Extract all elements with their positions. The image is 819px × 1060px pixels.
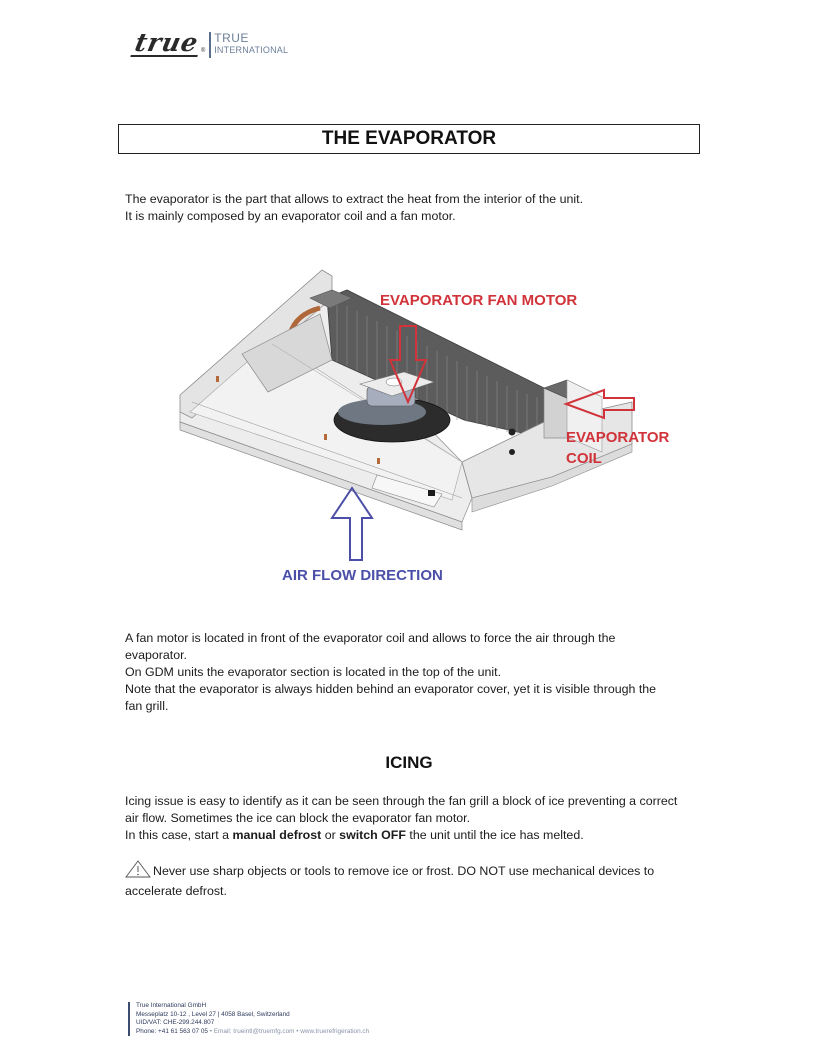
icing-line: air flow. Sometimes the ice can block the evaporator fan motor. (125, 811, 471, 825)
footer-email-web: • Email: trueintl@truemfg.com • www.truerefrigeration.ch (207, 1027, 370, 1035)
switch-off-emphasis: switch OFF (339, 828, 406, 842)
logo-wordmark: true (132, 28, 202, 57)
section-heading-icing: ICING (385, 753, 433, 772)
label-evaporator-fan-motor: EVAPORATOR FAN MOTOR (380, 292, 578, 309)
logo-text (214, 32, 288, 56)
description-line: On GDM units the evaporator section is located in the top of the unit. (125, 665, 502, 679)
intro-line: It is mainly composed by an evaporator coil and a fan motor. (125, 209, 456, 223)
company-logo (132, 28, 289, 62)
icing-action-suffix: the unit until the ice has melted. (405, 828, 584, 842)
footer (128, 1002, 369, 1036)
page-title-box (118, 124, 700, 154)
description-line: A fan motor is located in front of the evaporator coil and allows to force the air through the (125, 631, 616, 645)
logo-registered-mark: ® (200, 48, 206, 54)
warning-line1: Never use sharp objects or tools to remove ice or frost. DO NOT use mechanical devices to (153, 864, 655, 878)
description-line: fan grill. (125, 699, 169, 713)
footer-address-block (136, 1002, 369, 1036)
warning-line2: accelerate defrost. (125, 884, 227, 898)
intro-paragraph (125, 191, 685, 225)
footer-divider (128, 1002, 130, 1036)
icing-action-line (125, 827, 715, 844)
icing-line: Icing issue is easy to identify as it can be seen through the fan grill a block of ice preventing a correct (125, 794, 678, 808)
intro-line: The evaporator is the part that allows to extract the heat from the interior of the unit. (125, 192, 584, 206)
label-evaporator-coil (566, 427, 669, 469)
icing-action-prefix: In this case, start a (125, 828, 233, 842)
logo-line-international: INTERNATIONAL (214, 45, 289, 55)
logo-line-true: TRUE (214, 31, 249, 45)
description-paragraph (125, 630, 705, 715)
logo-divider (209, 32, 211, 58)
label-coil-line2: COIL (566, 450, 602, 467)
footer-contact (136, 1028, 369, 1037)
warning-note (125, 860, 695, 900)
warning-triangle-icon (125, 860, 151, 883)
label-coil-line1: EVAPORATOR (566, 429, 670, 446)
label-air-flow-direction: AIR FLOW DIRECTION (282, 567, 443, 584)
footer-address: Messeplatz 10-12 , Level 27 | 4058 Basel, Switzerland (136, 1010, 290, 1018)
description-line: evaporator. (125, 648, 187, 662)
footer-phone: Phone: +41 61 563 07 05 (136, 1027, 208, 1035)
footer-vat: UID/VAT: CHE-299.244.807 (136, 1019, 215, 1027)
description-line: Note that the evaporator is always hidden behind an evaporator cover, yet it is visible through the (125, 682, 657, 696)
icing-paragraph (125, 793, 715, 844)
footer-company: True International GmbH (136, 1002, 207, 1009)
icing-action-middle: or (321, 828, 340, 842)
manual-defrost-emphasis: manual defrost (232, 828, 322, 842)
page-title: THE EVAPORATOR (321, 128, 497, 149)
